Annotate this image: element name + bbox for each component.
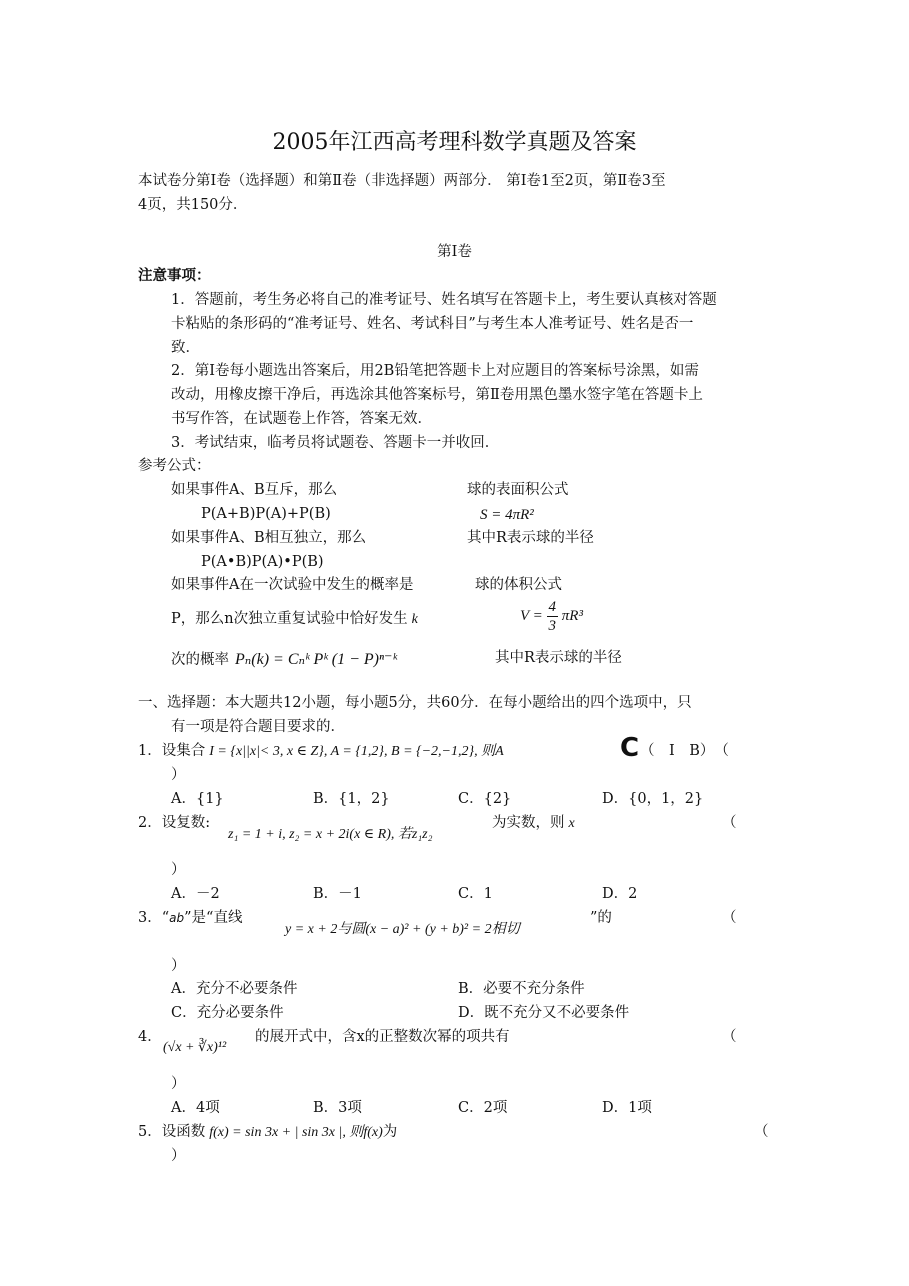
question-1-stem: [138, 743, 504, 761]
note-line: 书写作答，在试题卷上作答，答案无效．: [171, 411, 432, 427]
question-close-paren: ）: [171, 862, 186, 878]
formula-left-text: P，那么n次独立重复试验中恰好发生: [171, 611, 408, 627]
page-title: 2005年江西高考理科数学真题及答案: [272, 130, 637, 155]
option-b: B．3项: [313, 1100, 362, 1116]
question-close-paren: ）: [171, 1148, 186, 1164]
complement-symbol: C: [620, 733, 640, 763]
option-c: C．{2}: [458, 791, 512, 807]
question-5-math: f(x) = sin 3x + | sin 3x |, 则f(x): [209, 1125, 383, 1140]
surface-area-formula: S = 4πR²: [480, 507, 534, 523]
notes-title: 注意事项：: [138, 267, 211, 284]
note-line: 卡粘贴的条形码的“准考证号、姓名、考试科目”与考生本人准考证号、姓名是否一: [171, 316, 694, 332]
question-stem-text: ”是“直线: [184, 910, 243, 926]
question-3-math: y = x + 2与圆(x − a)² + (y + b)² = 2相切: [285, 922, 520, 937]
volume-fraction: [547, 598, 559, 635]
formula-left: P(A•B)P(A)•P(B): [201, 554, 324, 570]
note-line: 2．第Ⅰ卷每小题选出答案后，用2B铅笔把答题卡上对应题目的答案标号涂黑，如需: [171, 363, 699, 379]
note-line: 3．考试结束，临考员将试题卷、答题卡一并收回．: [171, 435, 500, 451]
question-open-paren: （: [722, 1029, 737, 1045]
intro-line-2: 4页，共150分．: [138, 197, 248, 213]
option-a: A．{1}: [171, 791, 224, 807]
question-open-paren: （: [722, 910, 737, 926]
question-1-tail: （ I B） （: [640, 743, 729, 759]
question-2-var: x: [568, 816, 575, 831]
formula-right: 球的体积公式: [475, 577, 562, 593]
option-a: A．－2: [171, 886, 220, 902]
option-c: C．充分必要条件: [171, 1005, 284, 1021]
intro-line-1: 本试卷分第Ⅰ卷（选择题）和第Ⅱ卷（非选择题）两部分． 第Ⅰ卷1至2页，第Ⅱ卷3至: [138, 173, 666, 189]
choice-section-line-1: 一、选择题：本大题共12小题，每小题5分，共60分．在每小题给出的四个选项中，只: [138, 695, 692, 711]
option-c: C．2项: [458, 1100, 508, 1116]
question-2-tail: [492, 815, 575, 833]
question-close-paren: ）: [171, 767, 186, 783]
question-open-paren: （: [722, 815, 737, 831]
question-3-tail: ”的: [590, 910, 612, 926]
question-close-paren: ）: [171, 1076, 186, 1092]
formula-left-text: 次的概率: [171, 652, 229, 668]
volume-numerator: 4: [548, 599, 557, 615]
option-d: D．既不充分又不必要条件: [458, 1005, 630, 1021]
formula-left: 如果事件A、B互斥，那么: [171, 482, 338, 498]
option-d: D．1项: [602, 1100, 652, 1116]
choice-section-line-2: 有一项是符合题目要求的．: [171, 719, 345, 735]
question-2-stem: 2．设复数:: [138, 815, 211, 831]
volume-formula: [520, 598, 583, 635]
binomial-formula: Pₙ(k) = Cₙᵏ Pᵏ (1 − P)ⁿ⁻ᵏ: [235, 651, 397, 668]
question-4-math: (√x + ∛x)¹²: [163, 1040, 227, 1055]
question-3-stem: [138, 910, 242, 927]
question-tail-text: 为实数，则: [492, 815, 565, 831]
formula-left: 如果事件A在一次试验中发生的概率是: [171, 577, 414, 593]
section-title: 第Ⅰ卷: [437, 244, 472, 260]
question-close-paren: ）: [171, 958, 186, 974]
formula-k-var: k: [411, 612, 418, 627]
formula-left: P(A+B)P(A)+P(B): [201, 506, 331, 522]
option-d: D．{0，1，2}: [602, 791, 704, 807]
question-2-math: z₁ = 1 + i, z₂ = x + 2i(x ∈ R), 若z₁z₂: [228, 827, 433, 842]
question-1-math: I = {x||x|< 3, x ∈ Z}, A = {1,2}, B = {−2,−1,2}, 则A: [209, 744, 504, 759]
option-c: C．1: [458, 886, 493, 902]
option-b: B．必要不充分条件: [458, 981, 585, 997]
formulas-title: 参考公式：: [138, 458, 211, 474]
question-5-stem: [138, 1124, 397, 1142]
question-3-ab: ab: [169, 911, 185, 925]
option-a: A．充分不必要条件: [171, 981, 298, 997]
formula-left: 如果事件A、B相互独立，那么: [171, 530, 367, 546]
option-b: B．－1: [313, 886, 362, 902]
formula-right: 其中R表示球的半径: [467, 530, 594, 546]
question-4-tail: 的展开式中，含x的正整数次幂的项共有: [255, 1029, 510, 1045]
volume-denominator: 3: [548, 618, 557, 634]
question-stem-text: 5．设函数: [138, 1124, 206, 1140]
volume-suffix: πR³: [561, 607, 583, 624]
note-line: 改动，用橡皮擦干净后，再选涂其他答案标号，第Ⅱ卷用黑色墨水签字笔在答题卡上: [171, 387, 703, 403]
formula-left: [171, 650, 397, 669]
question-5-tail: 为: [382, 1124, 398, 1140]
option-a: A．4项: [171, 1100, 220, 1116]
option-b: B．{1，2}: [313, 791, 390, 807]
formula-right: 球的表面积公式: [467, 482, 569, 498]
question-open-paren: （: [754, 1124, 769, 1140]
option-d: D．2: [602, 886, 638, 902]
volume-prefix: V =: [520, 607, 543, 624]
formula-left: [171, 611, 418, 629]
question-4-stem: 4．: [138, 1029, 162, 1045]
formula-right: 其中R表示球的半径: [495, 650, 622, 666]
question-stem-text: 1．设集合: [138, 743, 206, 759]
note-line: 致．: [171, 340, 200, 356]
question-stem-text: 3．“: [138, 910, 170, 926]
note-line: 1．答题前，考生务必将自己的准考证号、姓名填写在答题卡上，考生要认真核对答题: [171, 292, 717, 308]
